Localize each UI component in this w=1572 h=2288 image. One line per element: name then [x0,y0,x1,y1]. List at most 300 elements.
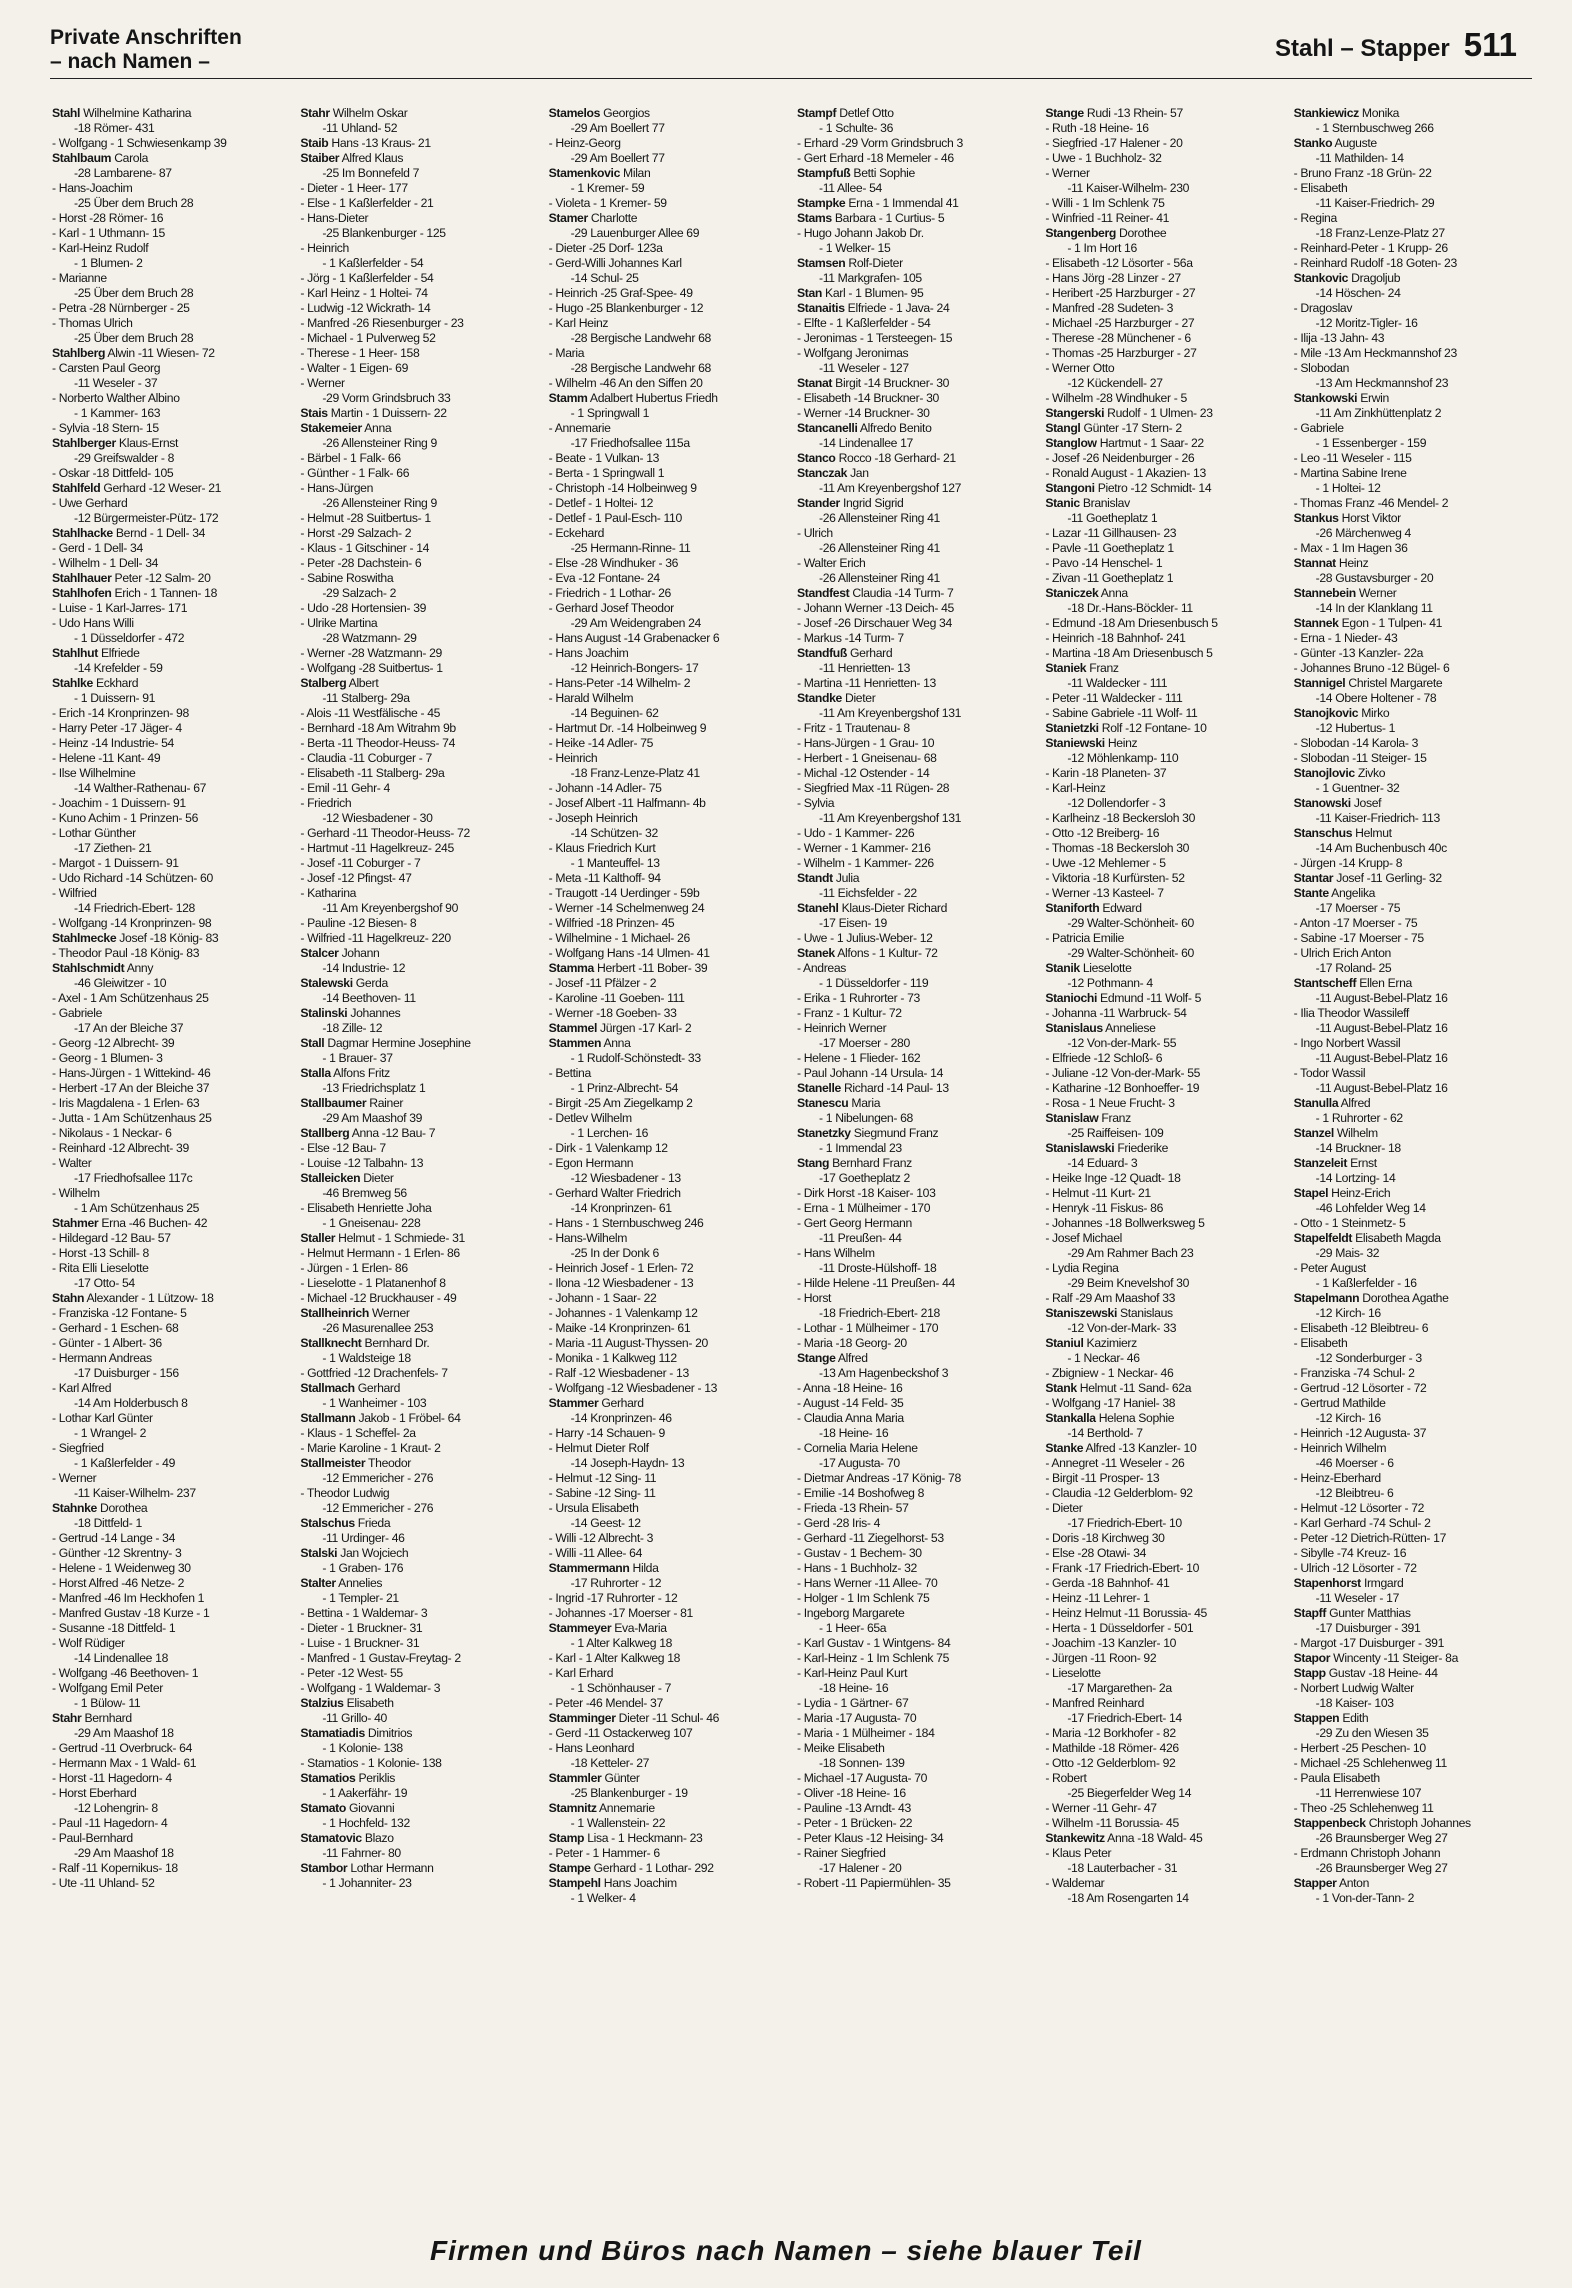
surname-entry: Stamenkovic Milan [548,166,651,180]
surname: Stahlke [52,676,93,690]
entry-line: - Otto -12 Gelderblom- 92 [1045,1756,1176,1770]
entry-line: - Elisabeth Henriette Joha [300,1201,432,1215]
surname-entry: Stangerski Rudolf - 1 Ulmen- 23 [1045,406,1213,420]
entry-address: -11 Allee- 54 [818,181,882,195]
entry-address: -14 Bruckner- 18 [1315,1141,1401,1155]
entry-address: -14 Beethoven- 11 [322,991,416,1005]
entry-address: -17 Ziethen- 21 [74,841,152,855]
entry-line: - Eva -12 Fontane- 24 [548,571,660,585]
entry-address: -14 Kronprinzen- 61 [570,1201,672,1215]
entry-address: -25 Über dem Bruch 28 [74,196,194,210]
surname-entry: Stalewski Gerda [300,976,388,990]
entry-line: - Erika - 1 Ruhrorter - 73 [796,991,920,1005]
entry-line: - Hans - 1 Sternbuschweg 246 [548,1216,704,1230]
entry-line: - Helene - 1 Weidenweg 30 [52,1561,191,1575]
entry-address: - 1 Gneisenau- 228 [322,1216,421,1230]
surname: Stange [796,1351,836,1365]
surname-entry: Stapelmann Dorothea Agathe [1293,1291,1449,1305]
entry-line: - Karl-Heinz - 1 Im Schlenk 75 [796,1651,950,1665]
entry-line: - Helene -11 Kant- 49 [52,751,161,765]
entry-line: - Ulrike Martina [300,616,378,630]
entry-line: - Leo -11 Weseler - 115 [1293,451,1412,465]
surname-entry: Stammen Anna [548,1036,631,1050]
entry-address: -29 Vorm Grindsbruch 33 [322,391,451,405]
entry-address: -29 Walter-Schönheit- 60 [1067,946,1194,960]
surname-entry: Staiber Alfred Klaus [300,151,404,165]
entry-line: - Pauline -12 Biesen- 8 [300,916,417,930]
surname: Stamelos [548,106,601,120]
entry-line: - Winfried -11 Reiner- 41 [1045,211,1170,225]
surname: Stanczak [796,466,848,480]
entry-line: - Sabine -17 Moerser - 75 [1293,931,1424,945]
entry-address: - 1 Wallenstein- 22 [570,1816,666,1830]
surname: Stank [1045,1381,1077,1395]
entry-address: -14 Beguinen- 62 [570,706,659,720]
surname: Staniczek [1045,586,1099,600]
surname: Stanehl [796,901,839,915]
entry-address: -17 Moerser - 280 [818,1036,910,1050]
entry-line: - Franz - 1 Kultur- 72 [796,1006,902,1020]
entry-address: -18 Am Rosengarten 14 [1067,1891,1189,1905]
entry-line: - Hans-Peter -14 Wilhelm- 2 [548,676,691,690]
entry-address: -11 Urdinger- 46 [322,1531,405,1545]
surname: Stanojlovic [1293,766,1355,780]
entry-line: - Josef -11 Pfälzer - 2 [548,976,657,990]
surname-entry: Stamp Lisa - 1 Heckmann- 23 [548,1831,703,1845]
entry-line: - Karl Erhard [548,1666,614,1680]
entry-line: - August -14 Feld- 35 [796,1396,904,1410]
entry-line: - Hugo -25 Blankenburger - 12 [548,301,704,315]
entry-line: - Wolfgang - 1 Waldemar- 3 [300,1681,441,1695]
entry-address: -18 Lauterbacher - 31 [1067,1861,1178,1875]
entry-address: - 1 Brauer- 37 [322,1051,393,1065]
entry-line: - Horst Eberhard [52,1786,137,1800]
entry-line: - Horst -11 Hagedorn- 4 [52,1771,172,1785]
surname-entry: Stamatovic Blazo [300,1831,394,1845]
surname: Stankovic [1293,271,1349,285]
entry-line: - Mathilde -18 Römer- 426 [1045,1741,1179,1755]
surname-entry: Stander Ingrid Sigrid [796,496,904,510]
entry-line: - Horst -13 Schill- 8 [52,1246,149,1260]
entry-line: - Markus -14 Turm- 7 [796,631,904,645]
entry-line: - Ilija -13 Jahn- 43 [1293,331,1385,345]
entry-line: - Todor Wassil [1293,1066,1366,1080]
surname-entry: Stanelle Richard -14 Paul- 13 [796,1081,949,1095]
entry-line: - Zivan -11 Goetheplatz 1 [1045,571,1174,585]
header-title: Private Anschriften [50,26,242,49]
entry-line: - Hans - 1 Buchholz- 32 [796,1561,917,1575]
entry-address: - 1 Templer- 21 [322,1591,399,1605]
surname-entry: Stallknecht Bernhard Dr. [300,1336,430,1350]
entry-line: - Georg - 1 Blumen- 3 [52,1051,163,1065]
entry-address: -46 Lohfelder Weg 14 [1315,1201,1426,1215]
surname: Stander [796,496,840,510]
entry-line: - Hans Wilhelm [796,1246,875,1260]
entry-address: -11 August-Bebel-Platz 16 [1315,991,1448,1005]
entry-line: - Karl Gustav - 1 Wintgens- 84 [796,1636,951,1650]
entry-line: - Wolfgang -46 Beethoven- 1 [52,1666,199,1680]
entry-address: -11 Weseler - 127 [818,361,909,375]
entry-address: -17 Eisen- 19 [818,916,887,930]
entry-address: - 1 Welker- 15 [818,241,891,255]
entry-line: - Johann Werner -13 Deich- 45 [796,601,954,615]
surname-entry: Stais Martin - 1 Duissern- 22 [300,406,447,420]
entry-line: - Wolfgang Emil Peter [52,1681,163,1695]
surname-entry: Staller Helmut - 1 Schmiede- 31 [300,1231,465,1245]
entry-address: - 1 Sternbuschweg 266 [1315,121,1434,135]
surname: Stamp [548,1831,585,1845]
entry-address: -29 Am Maashof 39 [322,1111,423,1125]
surname: Stapff [1293,1606,1327,1620]
surname: Stallmach [300,1381,355,1395]
surname-entry: Stappen Edith [1293,1711,1369,1725]
surname: Staniek [1045,661,1087,675]
page-footer: Firmen und Büros nach Namen – siehe blauer Teil [430,2235,1142,2266]
entry-address: - 1 Prinz-Albrecht- 54 [570,1081,679,1095]
surname-entry: Stangl Günter -17 Stern- 2 [1045,421,1182,435]
entry-line: - Henryk -11 Fiskus- 86 [1045,1201,1164,1215]
entry-line: - Karl - 1 Alter Kalkweg 18 [548,1651,681,1665]
surname-entry: Stantscheff Ellen Erna [1293,976,1412,990]
entry-address: - 1 Heer- 65a [818,1621,887,1635]
surname: Stammel [548,1021,598,1035]
surname: Stamminger [548,1711,616,1725]
entry-line: - Wilfried -11 Hagelkreuz- 220 [300,931,451,945]
entry-address: - 1 Essenberger - 159 [1315,436,1427,450]
surname-entry: Stankalla Helena Sophie [1045,1411,1175,1425]
entry-address: -25 Raiffeisen- 109 [1067,1126,1164,1140]
entry-address: - 1 Wrangel- 2 [74,1426,147,1440]
surname-entry: Stammermann Hilda [548,1561,659,1575]
entry-line: - Wolfgang - 1 Schwiesenkamp 39 [52,136,227,150]
surname-entry: Stakemeier Anna [300,421,392,435]
entry-line: - Gert Georg Hermann [796,1216,912,1230]
entry-line: - Thomas Franz -46 Mendel- 2 [1293,496,1449,510]
surname: Stange [1045,106,1084,120]
entry-address: - 1 Kaßlerfelder - 54 [322,256,424,270]
surname: Stahlhacke [52,526,113,540]
entry-line: - Beate - 1 Vulkan- 13 [548,451,660,465]
entry-address: -46 Gleiwitzer - 10 [74,976,167,990]
entry-line: - Else -28 Windhuker - 36 [548,556,679,570]
entry-line: - Wilhelm -46 An den Siffen 20 [548,376,703,390]
entry-address: -14 Friedrich-Ebert- 128 [74,901,195,915]
entry-address: -11 Droste-Hülshoff- 18 [818,1261,937,1275]
entry-line: - Klaus - 1 Scheffel- 2a [300,1426,416,1440]
entry-line: - Michael - 1 Pulverweg 52 [300,331,436,345]
surname-entry: Stampf Detlef Otto [796,106,894,120]
entry-line: - Siegfried [52,1441,104,1455]
entry-line: - Bärbel - 1 Falk- 66 [300,451,401,465]
surname: Stappen [1293,1711,1340,1725]
entry-line: - Wolfgang Hans -14 Ulmen- 41 [548,946,710,960]
entry-line: - Dieter -25 Dorf- 123a [548,241,663,255]
entry-line: - Wilhelm -28 Windhuker - 5 [1045,391,1187,405]
entry-line: - Michael -25 Schlehenweg 11 [1293,1756,1447,1770]
surname: Stahl [52,106,81,120]
entry-line: - Erhard -29 Vorm Grindsbruch 3 [796,136,963,150]
entry-line: - Otto -12 Breiberg- 16 [1045,826,1160,840]
entry-address: -11 Stalberg- 29a [322,691,410,705]
surname: Stankewitz [1045,1831,1105,1845]
surname: Stangenberg [1045,226,1116,240]
entry-address: -11 Am Kreyenbergshof 131 [818,706,962,720]
entry-line: - Ralf -11 Kopernikus- 18 [52,1861,178,1875]
entry-address: - 1 Ruhrorter - 62 [1315,1111,1403,1125]
surname: Staniewski [1045,736,1105,750]
surname-entry: Stannebein Werner [1293,586,1397,600]
entry-line: - Peter Klaus -12 Heising- 34 [796,1831,944,1845]
entry-line: - Karl-Heinz Paul Kurt [796,1666,908,1680]
entry-line: - Hans Jörg -28 Linzer - 27 [1045,271,1181,285]
entry-line: - Sabine Roswitha [300,571,394,585]
surname-entry: Stantar Josef -11 Gerling- 32 [1293,871,1442,885]
entry-line: - Harald Wilhelm [548,691,634,705]
entry-line: - Franziska -12 Fontane- 5 [52,1306,187,1320]
surname-entry: Stalleicken Dieter [300,1171,394,1185]
surname-entry: Stahlfeld Gerhard -12 Weser- 21 [52,481,222,495]
entry-line: - Ronald August - 1 Akazien- 13 [1045,466,1206,480]
entry-address: -26 Märchenweg 4 [1315,526,1411,540]
entry-address: -29 Salzach- 2 [322,586,397,600]
surname: Stamsen [796,256,846,270]
entry-line: - Karl Gerhard -74 Schul- 2 [1293,1516,1431,1530]
surname: Stahlschmidt [52,961,125,975]
entry-line: - Michal -12 Ostender - 14 [796,766,930,780]
surname-entry: Stahnke Dorothea [52,1501,148,1515]
surname: Stampf [796,106,837,120]
entry-line: - Eckehard [548,526,605,540]
entry-address: -12 Kirch- 16 [1315,1411,1381,1425]
surname: Staniul [1045,1336,1084,1350]
entry-address: -14 Berthold- 7 [1067,1426,1143,1440]
entry-address: - 1 Rudolf-Schönstedt- 33 [570,1051,701,1065]
entry-line: - Christoph -14 Holbeinweg 9 [548,481,697,495]
surname-entry: Stampfuß Betti Sophie [796,166,915,180]
surname-entry: Stanzeleit Ernst [1293,1156,1377,1170]
surname: Stamatovic [300,1831,362,1845]
surname: Stahlhofen [52,586,112,600]
directory-column [1045,106,1283,2196]
surname: Stahlmecke [52,931,117,945]
surname: Stanzel [1293,1126,1334,1140]
surname: Stalleicken [300,1171,361,1185]
surname: Stampehl [548,1876,601,1890]
entry-line: - Erna - 1 Mülheimer - 170 [796,1201,931,1215]
entry-address: -17 Friedrich-Ebert- 14 [1067,1711,1182,1725]
entry-line: - Heinrich -18 Bahnhof- 241 [1045,631,1186,645]
entry-line: - Axel - 1 Am Schützenhaus 25 [52,991,209,1005]
entry-address: -17 Margarethen- 2a [1067,1681,1172,1695]
entry-line: - Otto - 1 Steinmetz- 5 [1293,1216,1406,1230]
entry-line: - Ute -11 Uhland- 52 [52,1876,155,1890]
surname-entry: Stapp Gustav -18 Heine- 44 [1293,1666,1438,1680]
entry-line: - Susanne -18 Dittfeld- 1 [52,1621,176,1635]
surname-entry: Stanschus Helmut [1293,826,1392,840]
surname: Stanglow [1045,436,1097,450]
surname: Staniszewski [1045,1306,1117,1320]
entry-line: - Karl-Heinz Rudolf [52,241,149,255]
entry-address: -14 In der Klanklang 11 [1315,601,1433,615]
entry-line: - Werner -14 Bruckner- 30 [796,406,930,420]
entry-line: - Gerhard Josef Theodor [548,601,674,615]
entry-address: -29 Am Weidengraben 24 [570,616,701,630]
entry-address: -29 Zu den Wiesen 35 [1315,1726,1429,1740]
surname-entry: Staniszewski Stanislaus [1045,1306,1173,1320]
surname: Stanislaus [1045,1021,1103,1035]
surname: Stanescu [796,1096,849,1110]
entry-line: - Marianne [52,271,107,285]
entry-line: - Gabriele [52,1006,103,1020]
surname-entry: Stannat Heinz [1293,556,1369,570]
entry-line: - Michael -12 Bruckhauser - 49 [300,1291,457,1305]
surname-entry: Stanehl Klaus-Dieter Richard [796,901,948,915]
entry-line: - Robert [1045,1771,1087,1785]
surname-entry: Staib Hans -13 Kraus- 21 [300,136,431,150]
entry-address: -12 Emmericher - 276 [322,1501,434,1515]
entry-line: - Werner [1045,166,1090,180]
surname: Stanietzki [1045,721,1099,735]
entry-line: - Lothar Karl Günter [52,1411,153,1425]
entry-line: - Else -28 Otawi- 34 [1045,1546,1147,1560]
surname: Standfuß [796,646,847,660]
surname-entry: Stapff Gunter Matthias [1293,1606,1411,1620]
entry-address: -17 Friedrich-Ebert- 10 [1067,1516,1182,1530]
entry-line: - Birgit -11 Prosper- 13 [1045,1471,1160,1485]
entry-line: - Lothar Günther [52,826,136,840]
entry-line: - Michael -25 Harzburger - 27 [1045,316,1195,330]
entry-line: - Juliane -12 Von-der-Mark- 55 [1045,1066,1201,1080]
entry-line: - Karl Heinz [548,316,609,330]
entry-line: - Ilona -12 Wiesbadener - 13 [548,1276,694,1290]
entry-line: - Werner - 1 Kammer- 216 [796,841,931,855]
entry-address: -12 Lohengrin- 8 [74,1801,158,1815]
surname: Stanschus [1293,826,1353,840]
entry-line: - Heike Inge -12 Quadt- 18 [1045,1171,1181,1185]
surname-entry: Standt Julia [796,871,860,885]
surname: Stampfuß [796,166,851,180]
entry-line: - Alois -11 Westfälische - 45 [300,706,441,720]
surname-entry: Stampehl Hans Joachim [548,1876,677,1890]
entry-line: - Heinrich Wilhelm [1293,1441,1387,1455]
entry-address: - 1 Schönhauser - 7 [570,1681,672,1695]
entry-address: -17 Duisburger - 391 [1315,1621,1421,1635]
entry-address: -14 Lortzing- 14 [1315,1171,1396,1185]
surname: Stallmeister [300,1456,366,1470]
entry-line: - Helmut Hermann - 1 Erlen- 86 [300,1246,460,1260]
entry-address: -11 Waldecker - 111 [1067,676,1168,690]
surname: Stanko [1293,136,1333,150]
entry-address: -12 Emmericher - 276 [322,1471,434,1485]
entry-address: -18 Römer- 431 [74,121,155,135]
entry-line: - Lothar - 1 Mülheimer - 170 [796,1321,939,1335]
entry-line: - Detlev Wilhelm [548,1111,632,1125]
entry-address: -14 Kronprinzen- 46 [570,1411,672,1425]
entry-address: - 1 Lerchen- 16 [570,1126,649,1140]
surname-entry: Stamatiadis Dimitrios [300,1726,413,1740]
surname: Stahn [52,1291,85,1305]
entry-line: - Lydia Regina [1045,1261,1119,1275]
entry-line: - Walter - 1 Eigen- 69 [300,361,408,375]
surname: Stankowski [1293,391,1358,405]
entry-address: -14 Eduard- 3 [1067,1156,1138,1170]
surname-entry: Stamminger Dieter -11 Schul- 46 [548,1711,720,1725]
entry-address: - 1 Holtei- 12 [1315,481,1381,495]
entry-line: - Manfred -28 Sudeten- 3 [1045,301,1174,315]
entry-address: - 1 Welker- 4 [570,1891,636,1905]
entry-address: -25 Im Bonnefeld 7 [322,166,420,180]
surname-entry: Stahlmecke Josef -18 König- 83 [52,931,219,945]
surname: Stanetzky [796,1126,851,1140]
entry-line: - Luise - 1 Karl-Jarres- 171 [52,601,188,615]
surname: Stalla [300,1066,331,1080]
entry-line: - Rita Elli Lieselotte [52,1261,149,1275]
entry-line: - Heinrich Josef - 1 Erlen- 72 [548,1261,694,1275]
surname-entry: Stancanelli Alfredo Benito [796,421,932,435]
entry-line: - Hugo Johann Jakob Dr. [796,226,924,240]
entry-line: - Violeta - 1 Kremer- 59 [548,196,667,210]
entry-line: - Günter - 1 Albert- 36 [52,1336,162,1350]
entry-line: - Josef Michael [1045,1231,1123,1245]
entry-line: - Gerhard -11 Ziegelhorst- 53 [796,1531,944,1545]
entry-address: -11 Kaiser-Wilhelm- 237 [74,1486,196,1500]
surname: Stammen [548,1036,602,1050]
entry-line: - Else - 1 Kaßlerfelder - 21 [300,196,434,210]
entry-line: - Claudia -11 Coburger - 7 [300,751,432,765]
surname-entry: Stanek Alfons - 1 Kultur- 72 [796,946,938,960]
surname-entry: Stanke Alfred -13 Kanzler- 10 [1045,1441,1197,1455]
surname: Stangerski [1045,406,1105,420]
surname-entry: Stahmer Erna -46 Buchen- 42 [52,1216,208,1230]
entry-address: -26 Braunsberger Weg 27 [1315,1861,1448,1875]
surname: Stahlfeld [52,481,101,495]
entry-address: -26 Allensteiner Ring 41 [818,541,940,555]
entry-line: - Maike -14 Kronprinzen- 61 [548,1321,691,1335]
entry-line: - Hartmut -11 Hagelkreuz- 245 [300,841,454,855]
surname: Stannek [1293,616,1339,630]
surname-entry: Stahlhofen Erich - 1 Tannen- 18 [52,586,218,600]
entry-line: - Horst Alfred -46 Netze- 2 [52,1576,185,1590]
surname: Stanek [796,946,835,960]
entry-line: - Udo - 1 Kammer- 226 [796,826,915,840]
entry-line: - Anna -18 Heine- 16 [796,1381,903,1395]
entry-address: -17 Goetheplatz 2 [818,1171,910,1185]
entry-line: - Elfriede -12 Schloß- 6 [1045,1051,1163,1065]
entry-line: - Rosa - 1 Neue Frucht- 3 [1045,1096,1175,1110]
entry-line: - Klaus - 1 Gitschiner - 14 [300,541,430,555]
entry-line: - Stamatios - 1 Kolonie- 138 [300,1756,442,1770]
entry-line: - Else -12 Bau- 7 [300,1141,386,1155]
entry-line: - Ludwig -12 Wickrath- 14 [300,301,431,315]
surname-entry: Stappenbeck Christoph Johannes [1293,1816,1471,1830]
entry-line: - Dieter - 1 Bruckner- 31 [300,1621,423,1635]
surname: Stan [796,286,822,300]
entry-line: - Doris -18 Kirchweg 30 [1045,1531,1165,1545]
surname-entry: Stamer Charlotte [548,211,638,225]
surname: Stallbaumer [300,1096,367,1110]
entry-line: - Friedrich - 1 Lothar- 26 [548,586,671,600]
entry-address: - 1 Düsseldorfer - 472 [74,631,185,645]
surname-entry: Stanik Lieselotte [1045,961,1132,975]
surname-entry: Stanislawski Friederike [1045,1141,1169,1155]
entry-line: - Helmut -12 Sing- 11 [548,1471,657,1485]
surname: Stalinski [300,1006,348,1020]
entry-line: - Nikolaus - 1 Neckar- 6 [52,1126,172,1140]
surname: Stancanelli [796,421,858,435]
entry-line: - Gert Erhard -18 Memeler - 46 [796,151,954,165]
surname-entry: Stahlberger Klaus-Ernst [52,436,179,450]
entry-line: - Manfred Reinhard [1045,1696,1145,1710]
